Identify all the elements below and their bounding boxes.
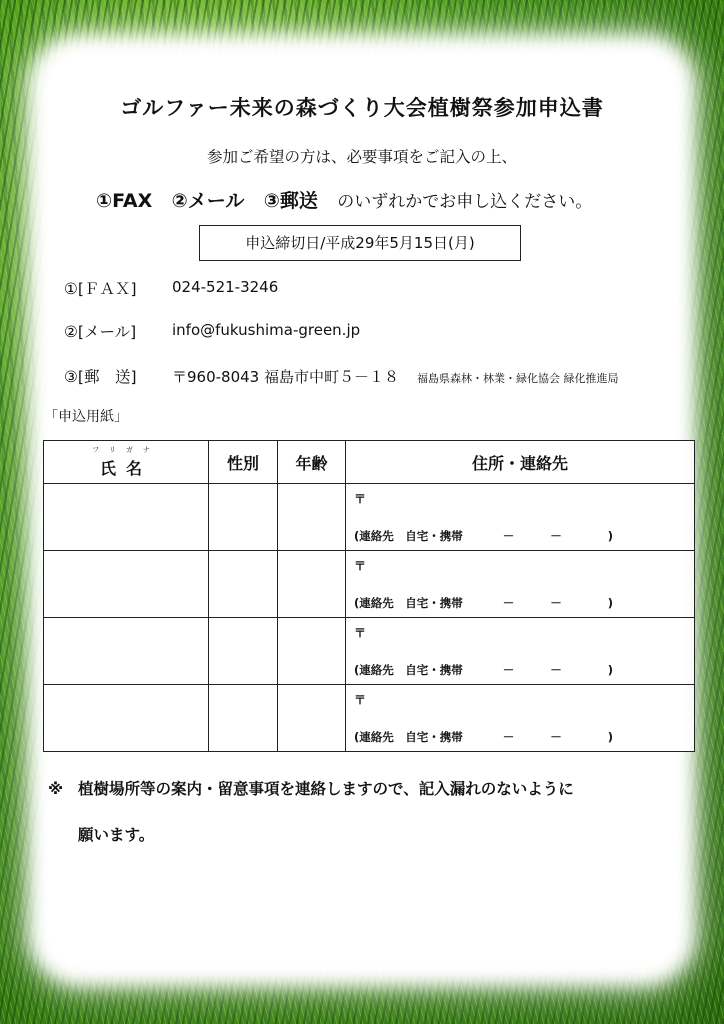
postal-mark: 〒 — [354, 559, 367, 573]
age-cell[interactable] — [278, 685, 346, 752]
page-title: ゴルファー未来の森づくり大会植樹祭参加申込書 — [120, 96, 604, 120]
gender-cell[interactable] — [209, 484, 278, 551]
intro-text: 参加ご希望の方は、必要事項をご記入の上、 — [206, 148, 517, 166]
note-mark: ※ — [48, 780, 64, 798]
mail-address[interactable]: info@fukushima-green.jp — [172, 321, 361, 339]
mail-label: ②[メール] — [64, 323, 137, 341]
phone-line: (連絡先 自宅・携帯 － － ) — [354, 596, 614, 610]
name-cell[interactable] — [44, 685, 209, 752]
note-block — [48, 766, 574, 858]
application-table — [43, 440, 695, 752]
phone-line: (連絡先 自宅・携帯 － － ) — [354, 730, 614, 744]
submission-methods — [96, 186, 592, 213]
age-cell[interactable] — [278, 484, 346, 551]
age-cell[interactable] — [278, 618, 346, 685]
header-gender: 性別 — [209, 441, 278, 484]
methods-suffix: のいずれかでお申し込ください。 — [337, 192, 593, 212]
gender-cell[interactable] — [209, 618, 278, 685]
address-cell[interactable] — [346, 685, 695, 752]
header-name — [44, 441, 209, 484]
name-cell[interactable] — [44, 484, 209, 551]
header-age: 年齢 — [278, 441, 346, 484]
deadline-box: 申込締切日/平成29年5月15日(月) — [199, 225, 521, 261]
phone-line: (連絡先 自宅・携帯 － － ) — [354, 529, 614, 543]
method-fax: ①FAX — [96, 190, 153, 212]
address-cell[interactable] — [346, 484, 695, 551]
method-post: ③郵送 — [263, 190, 318, 212]
address-cell[interactable] — [346, 551, 695, 618]
address-cell[interactable] — [346, 618, 695, 685]
gender-cell[interactable] — [209, 685, 278, 752]
header-name-label: 氏名 — [99, 458, 152, 478]
note-line-1: ※ 植樹場所等の案内・留意事項を連絡しますので、記入漏れのないように — [48, 766, 574, 812]
post-label: ③[郵 送] — [64, 368, 137, 386]
name-cell[interactable] — [44, 618, 209, 685]
postal-mark: 〒 — [354, 693, 367, 707]
table-row — [44, 685, 695, 752]
fax-number: 024-521-3246 — [172, 278, 279, 296]
fax-label: ①[ＦＡＸ] — [64, 280, 137, 298]
phone-line: (連絡先 自宅・携帯 － － ) — [354, 663, 614, 677]
header-address: 住所・連絡先 — [346, 441, 695, 484]
table-header-row — [44, 441, 695, 484]
table-row — [44, 551, 695, 618]
table-row — [44, 618, 695, 685]
form-section-label: 「申込用紙」 — [44, 409, 128, 425]
post-organization: 福島県森林・林業・緑化協会 緑化推進局 — [417, 372, 619, 385]
note-line-2: 願います。 — [78, 826, 155, 844]
method-mail: ②メール — [171, 190, 245, 212]
postal-mark: 〒 — [354, 492, 367, 506]
table-row — [44, 484, 695, 551]
age-cell[interactable] — [278, 551, 346, 618]
post-address: 〒960-8043 福島市中町５－１８ — [172, 368, 399, 386]
header-furigana: フリガナ — [92, 446, 160, 454]
name-cell[interactable] — [44, 551, 209, 618]
gender-cell[interactable] — [209, 551, 278, 618]
postal-mark: 〒 — [354, 626, 367, 640]
